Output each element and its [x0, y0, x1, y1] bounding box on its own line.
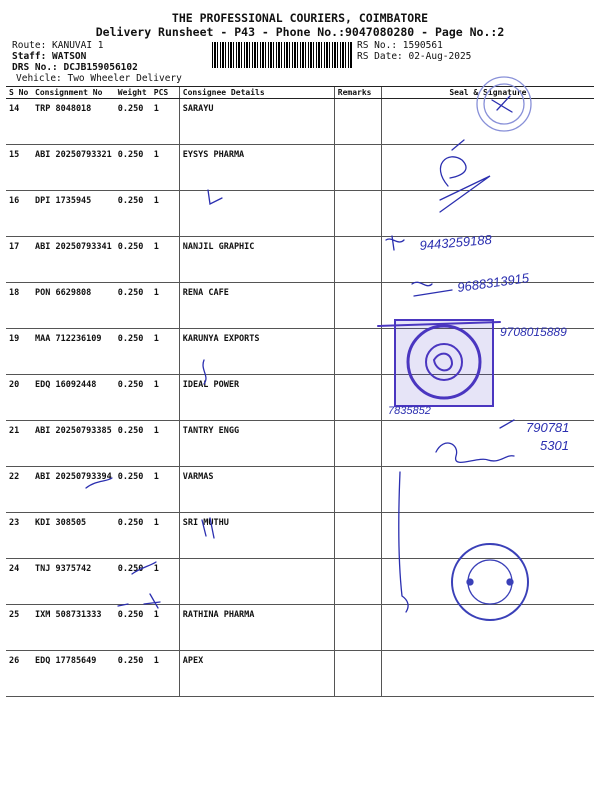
company-title: THE PROFESSIONAL COURIERS, COIMBATORE	[171, 11, 429, 25]
handwritten-phone-row17: 9443259188	[418, 231, 493, 253]
cell-consignee: APEX	[179, 651, 334, 697]
table-row	[6, 375, 594, 421]
cell-weight: 0.250	[115, 375, 151, 421]
cell-consignment: TRP 8048018	[32, 99, 115, 145]
cell-sno: 16	[6, 191, 32, 237]
cell-remarks	[334, 559, 381, 605]
rs-date: RS Date: 02-Aug-2025	[357, 51, 472, 62]
cell-weight: 0.250	[115, 237, 151, 283]
vehicle-label: Vehicle: Two Wheeler Delivery	[16, 73, 182, 84]
cell-sno: 21	[6, 421, 32, 467]
cell-seal-signature	[381, 651, 594, 697]
table-row	[6, 145, 594, 191]
cell-seal-signature	[381, 99, 594, 145]
cell-weight: 0.250	[115, 191, 151, 237]
cell-sno: 15	[6, 145, 32, 191]
drs-number: DRS No.: DCJB159056102	[12, 62, 138, 73]
col-sno: S No	[6, 87, 32, 99]
cell-seal-signature	[381, 283, 594, 329]
cell-seal-signature	[381, 145, 594, 191]
staff-label: Staff: WATSON	[12, 51, 87, 62]
col-seal-signature: Seal & Signature	[381, 87, 594, 99]
cell-consignee: EYSYS PHARMA	[179, 145, 334, 191]
cell-consignee: SARAYU	[179, 99, 334, 145]
cell-seal-signature	[381, 237, 594, 283]
cell-sno: 19	[6, 329, 32, 375]
table-row	[6, 467, 594, 513]
cell-sno: 22	[6, 467, 32, 513]
cell-seal-signature	[381, 513, 594, 559]
handwritten-number-row22b: 5301	[540, 438, 569, 453]
cell-consignment: KDI 308505	[32, 513, 115, 559]
table-row	[6, 191, 594, 237]
cell-consignment: ABI 20250793394	[32, 467, 115, 513]
cell-pcs: 1	[151, 375, 180, 421]
cell-remarks	[334, 513, 381, 559]
cell-pcs: 1	[151, 559, 180, 605]
cell-consignee: TANTRY ENGG	[179, 421, 334, 467]
handwritten-phone-row19: 9708015889	[500, 325, 567, 339]
table-row	[6, 513, 594, 559]
cell-consignment: PON 6629808	[32, 283, 115, 329]
rs-number: RS No.: 1590561	[357, 40, 443, 51]
cell-consignment: TNJ 9375742	[32, 559, 115, 605]
cell-weight: 0.250	[115, 467, 151, 513]
cell-consignment: MAA 712236109	[32, 329, 115, 375]
cell-consignee: SRI MUTHU	[179, 513, 334, 559]
cell-pcs: 1	[151, 421, 180, 467]
cell-pcs: 1	[151, 191, 180, 237]
cell-remarks	[334, 375, 381, 421]
handwritten-phone-row18: 9688313915	[456, 270, 531, 295]
cell-sno: 17	[6, 237, 32, 283]
route-label: Route: KANUVAI 1	[12, 40, 104, 51]
cell-seal-signature	[381, 605, 594, 651]
handwritten-number-row22a: 790781	[526, 420, 570, 435]
table-row	[6, 559, 594, 605]
cell-weight: 0.250	[115, 559, 151, 605]
cell-pcs: 1	[151, 145, 180, 191]
cell-remarks	[334, 145, 381, 191]
cell-weight: 0.250	[115, 605, 151, 651]
cell-remarks	[334, 467, 381, 513]
cell-weight: 0.250	[115, 651, 151, 697]
cell-seal-signature	[381, 329, 594, 375]
runsheet-subtitle: Delivery Runsheet - P43 - Phone No.:9047080280 - Page No.:2	[95, 25, 505, 39]
cell-pcs: 1	[151, 283, 180, 329]
cell-pcs: 1	[151, 237, 180, 283]
cell-sno: 18	[6, 283, 32, 329]
table-row	[6, 237, 594, 283]
table-row	[6, 421, 594, 467]
cell-consignment: ABI 20250793385	[32, 421, 115, 467]
cell-pcs: 1	[151, 651, 180, 697]
col-weight: Weight	[115, 87, 151, 99]
col-remarks: Remarks	[334, 87, 381, 99]
cell-pcs: 1	[151, 513, 180, 559]
cell-seal-signature	[381, 375, 594, 421]
cell-consignee	[179, 559, 334, 605]
cell-pcs: 1	[151, 99, 180, 145]
cell-pcs: 1	[151, 605, 180, 651]
runsheet-table	[6, 86, 594, 697]
col-consignee: Consignee Details	[179, 87, 334, 99]
cell-consignee: KARUNYA EXPORTS	[179, 329, 334, 375]
table-row	[6, 329, 594, 375]
cell-remarks	[334, 605, 381, 651]
cell-remarks	[334, 651, 381, 697]
cell-weight: 0.250	[115, 421, 151, 467]
cell-sno: 26	[6, 651, 32, 697]
cell-remarks	[334, 421, 381, 467]
cell-consignment: ABI 20250793321	[32, 145, 115, 191]
cell-weight: 0.250	[115, 145, 151, 191]
cell-seal-signature	[381, 421, 594, 467]
cell-consignment: ABI 20250793341	[32, 237, 115, 283]
cell-sno: 24	[6, 559, 32, 605]
col-consignment: Consignment No	[32, 87, 115, 99]
cell-sno: 25	[6, 605, 32, 651]
cell-remarks	[334, 191, 381, 237]
cell-seal-signature	[381, 559, 594, 605]
cell-consignee: RENA CAFE	[179, 283, 334, 329]
cell-consignee: NANJIL GRAPHIC	[179, 237, 334, 283]
cell-remarks	[334, 329, 381, 375]
table-row	[6, 99, 594, 145]
table-row	[6, 651, 594, 697]
cell-consignment: IXM 508731333	[32, 605, 115, 651]
cell-weight: 0.250	[115, 283, 151, 329]
cell-consignment: DPI 1735945	[32, 191, 115, 237]
cell-consignee: VARMAS	[179, 467, 334, 513]
cell-seal-signature	[381, 191, 594, 237]
cell-pcs: 1	[151, 329, 180, 375]
cell-seal-signature	[381, 467, 594, 513]
cell-consignee: RATHINA PHARMA	[179, 605, 334, 651]
barcode	[212, 42, 352, 68]
cell-weight: 0.250	[115, 329, 151, 375]
cell-weight: 0.250	[115, 99, 151, 145]
table-row	[6, 283, 594, 329]
cell-pcs: 1	[151, 467, 180, 513]
handwritten-phone-row21: 7835852	[388, 405, 431, 417]
table-row	[6, 605, 594, 651]
cell-sno: 20	[6, 375, 32, 421]
cell-consignee: IDEAL POWER	[179, 375, 334, 421]
cell-sno: 23	[6, 513, 32, 559]
cell-remarks	[334, 283, 381, 329]
cell-remarks	[334, 99, 381, 145]
cell-consignee	[179, 191, 334, 237]
table-header-row	[6, 87, 594, 99]
cell-consignment: EDQ 17785649	[32, 651, 115, 697]
cell-weight: 0.250	[115, 513, 151, 559]
col-pcs: PCS	[151, 87, 180, 99]
cell-consignment: EDQ 16092448	[32, 375, 115, 421]
cell-remarks	[334, 237, 381, 283]
cell-sno: 14	[6, 99, 32, 145]
